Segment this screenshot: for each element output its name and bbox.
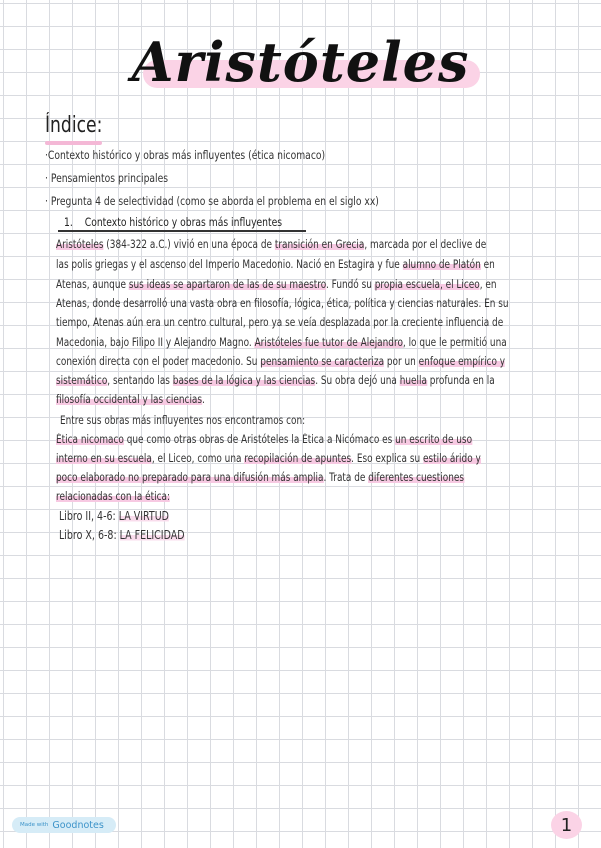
paragraph-line — [56, 471, 464, 484]
highlighted-text: Aristóteles fue tutor de Alejandro — [254, 336, 403, 349]
highlighted-text: enfoque empírico y — [418, 355, 506, 368]
body-text: Libro II, 4-6: — [59, 509, 119, 523]
paragraph-line — [56, 452, 481, 465]
book-topic: LA VIRTUD — [118, 509, 169, 523]
highlighted-text: relacionadas con la ética: — [56, 490, 171, 503]
paragraph-line — [56, 278, 497, 291]
paragraph-line — [60, 414, 305, 427]
index-item: · Pregunta 4 de selectividad (como se aborda el problema en el siglo xx) — [45, 194, 379, 208]
body-text: Macedonia, bajo Filipo II y Alejandro Magno. — [56, 336, 255, 349]
highlighted-text: poco elaborado no preparado para una difusión más amplia — [56, 471, 324, 484]
body-text: . Fundó su — [326, 278, 375, 291]
body-text: . Eso explica su — [351, 452, 424, 465]
section-heading — [64, 215, 282, 229]
paragraph-line — [56, 490, 170, 503]
paragraph-line — [56, 297, 509, 310]
highlighted-text: filosofía occidental y las ciencias — [56, 393, 203, 406]
body-text: (384-322 a.C.) vivió en una época de — [103, 238, 275, 251]
body-text: , en — [479, 278, 497, 291]
index-heading: Índice: — [45, 113, 103, 138]
body-text: por un — [384, 355, 419, 368]
paragraph-line — [56, 336, 507, 349]
book-topic: LA FELICIDAD — [119, 528, 185, 542]
body-text: Entre sus obras más influyentes nos encontramos con: — [60, 414, 306, 427]
highlighted-text: Aristóteles — [56, 238, 104, 251]
page-title: Aristóteles — [131, 30, 470, 94]
section-underline — [58, 230, 306, 232]
body-text: , el Liceo, como una — [151, 452, 245, 465]
made-with-label: Made with — [20, 822, 49, 828]
highlighted-text: transición en Grecia — [274, 238, 365, 251]
index-item: ·Contexto histórico y obras más influyentes (ética nicomaco) — [45, 148, 326, 162]
highlighted-text: un escrito de uso — [395, 433, 473, 446]
body-text: las polis griegas y el ascenso del Imperio Macedonio. Nació en Estagira y fue — [56, 258, 403, 271]
highlighted-text: sus ideas se apartaron de las de su maestro — [128, 278, 327, 291]
highlighted-text: estilo árido y — [423, 452, 481, 465]
body-text: , lo que le permitió una — [402, 336, 507, 349]
highlighted-text: bases de la lógica y las ciencias — [172, 374, 316, 387]
paragraph-line — [56, 355, 505, 368]
book-line — [59, 528, 185, 542]
body-text: Libro X, 6-8: — [59, 528, 120, 542]
highlighted-text: interno en su escuela — [56, 452, 152, 465]
goodnotes-badge[interactable] — [12, 817, 116, 833]
body-text: Atenas, donde desarrolló una vasta obra en filosofía, lógica, ética, política y ciencias naturales. En su — [56, 297, 509, 310]
page-number: 1 — [551, 811, 582, 839]
body-text: , sentando las — [107, 374, 173, 387]
paragraph-line — [56, 393, 205, 406]
paragraph-line — [56, 374, 495, 387]
highlighted-text: huella — [399, 374, 427, 387]
highlighted-text: alumno de Platón — [402, 258, 481, 271]
highlighted-text: Ética nicomaco — [56, 433, 124, 446]
body-text: , marcada por el declive de — [364, 238, 487, 251]
index-heading-underline — [45, 141, 102, 145]
paragraph-line — [56, 316, 503, 329]
section-title: Contexto histórico y obras más influyentes — [84, 215, 283, 229]
book-line — [59, 509, 169, 523]
body-text: Atenas, aunque — [56, 278, 129, 291]
body-text: que como otras obras de Aristóteles la Ética a Nicómaco es — [123, 433, 396, 446]
body-text: tiempo, Atenas aún era un centro cultural, pero ya se veía desplazada por la creciente influencia de — [56, 316, 504, 329]
section-number: 1. — [64, 215, 73, 229]
highlighted-text: recopilación de apuntes — [244, 452, 352, 465]
paragraph-line — [56, 258, 495, 271]
highlighted-text: diferentes cuestiones — [368, 471, 465, 484]
brand-label: Goodnotes — [52, 819, 104, 831]
body-text: . — [202, 393, 205, 406]
body-text: conexión directa con el poder macedonio. Su — [56, 355, 261, 368]
body-text: . Trata de — [323, 471, 369, 484]
index-item: · Pensamientos principales — [45, 171, 169, 185]
highlighted-text: pensamiento se caracteriza — [260, 355, 385, 368]
highlighted-text: sistemático — [56, 374, 108, 387]
highlighted-text: propia escuela, el Liceo — [374, 278, 480, 291]
body-text: profunda en la — [426, 374, 495, 387]
body-text: . Su obra dejó una — [315, 374, 400, 387]
paragraph-line — [56, 433, 472, 446]
paragraph-line — [56, 238, 486, 251]
body-text: en — [480, 258, 495, 271]
